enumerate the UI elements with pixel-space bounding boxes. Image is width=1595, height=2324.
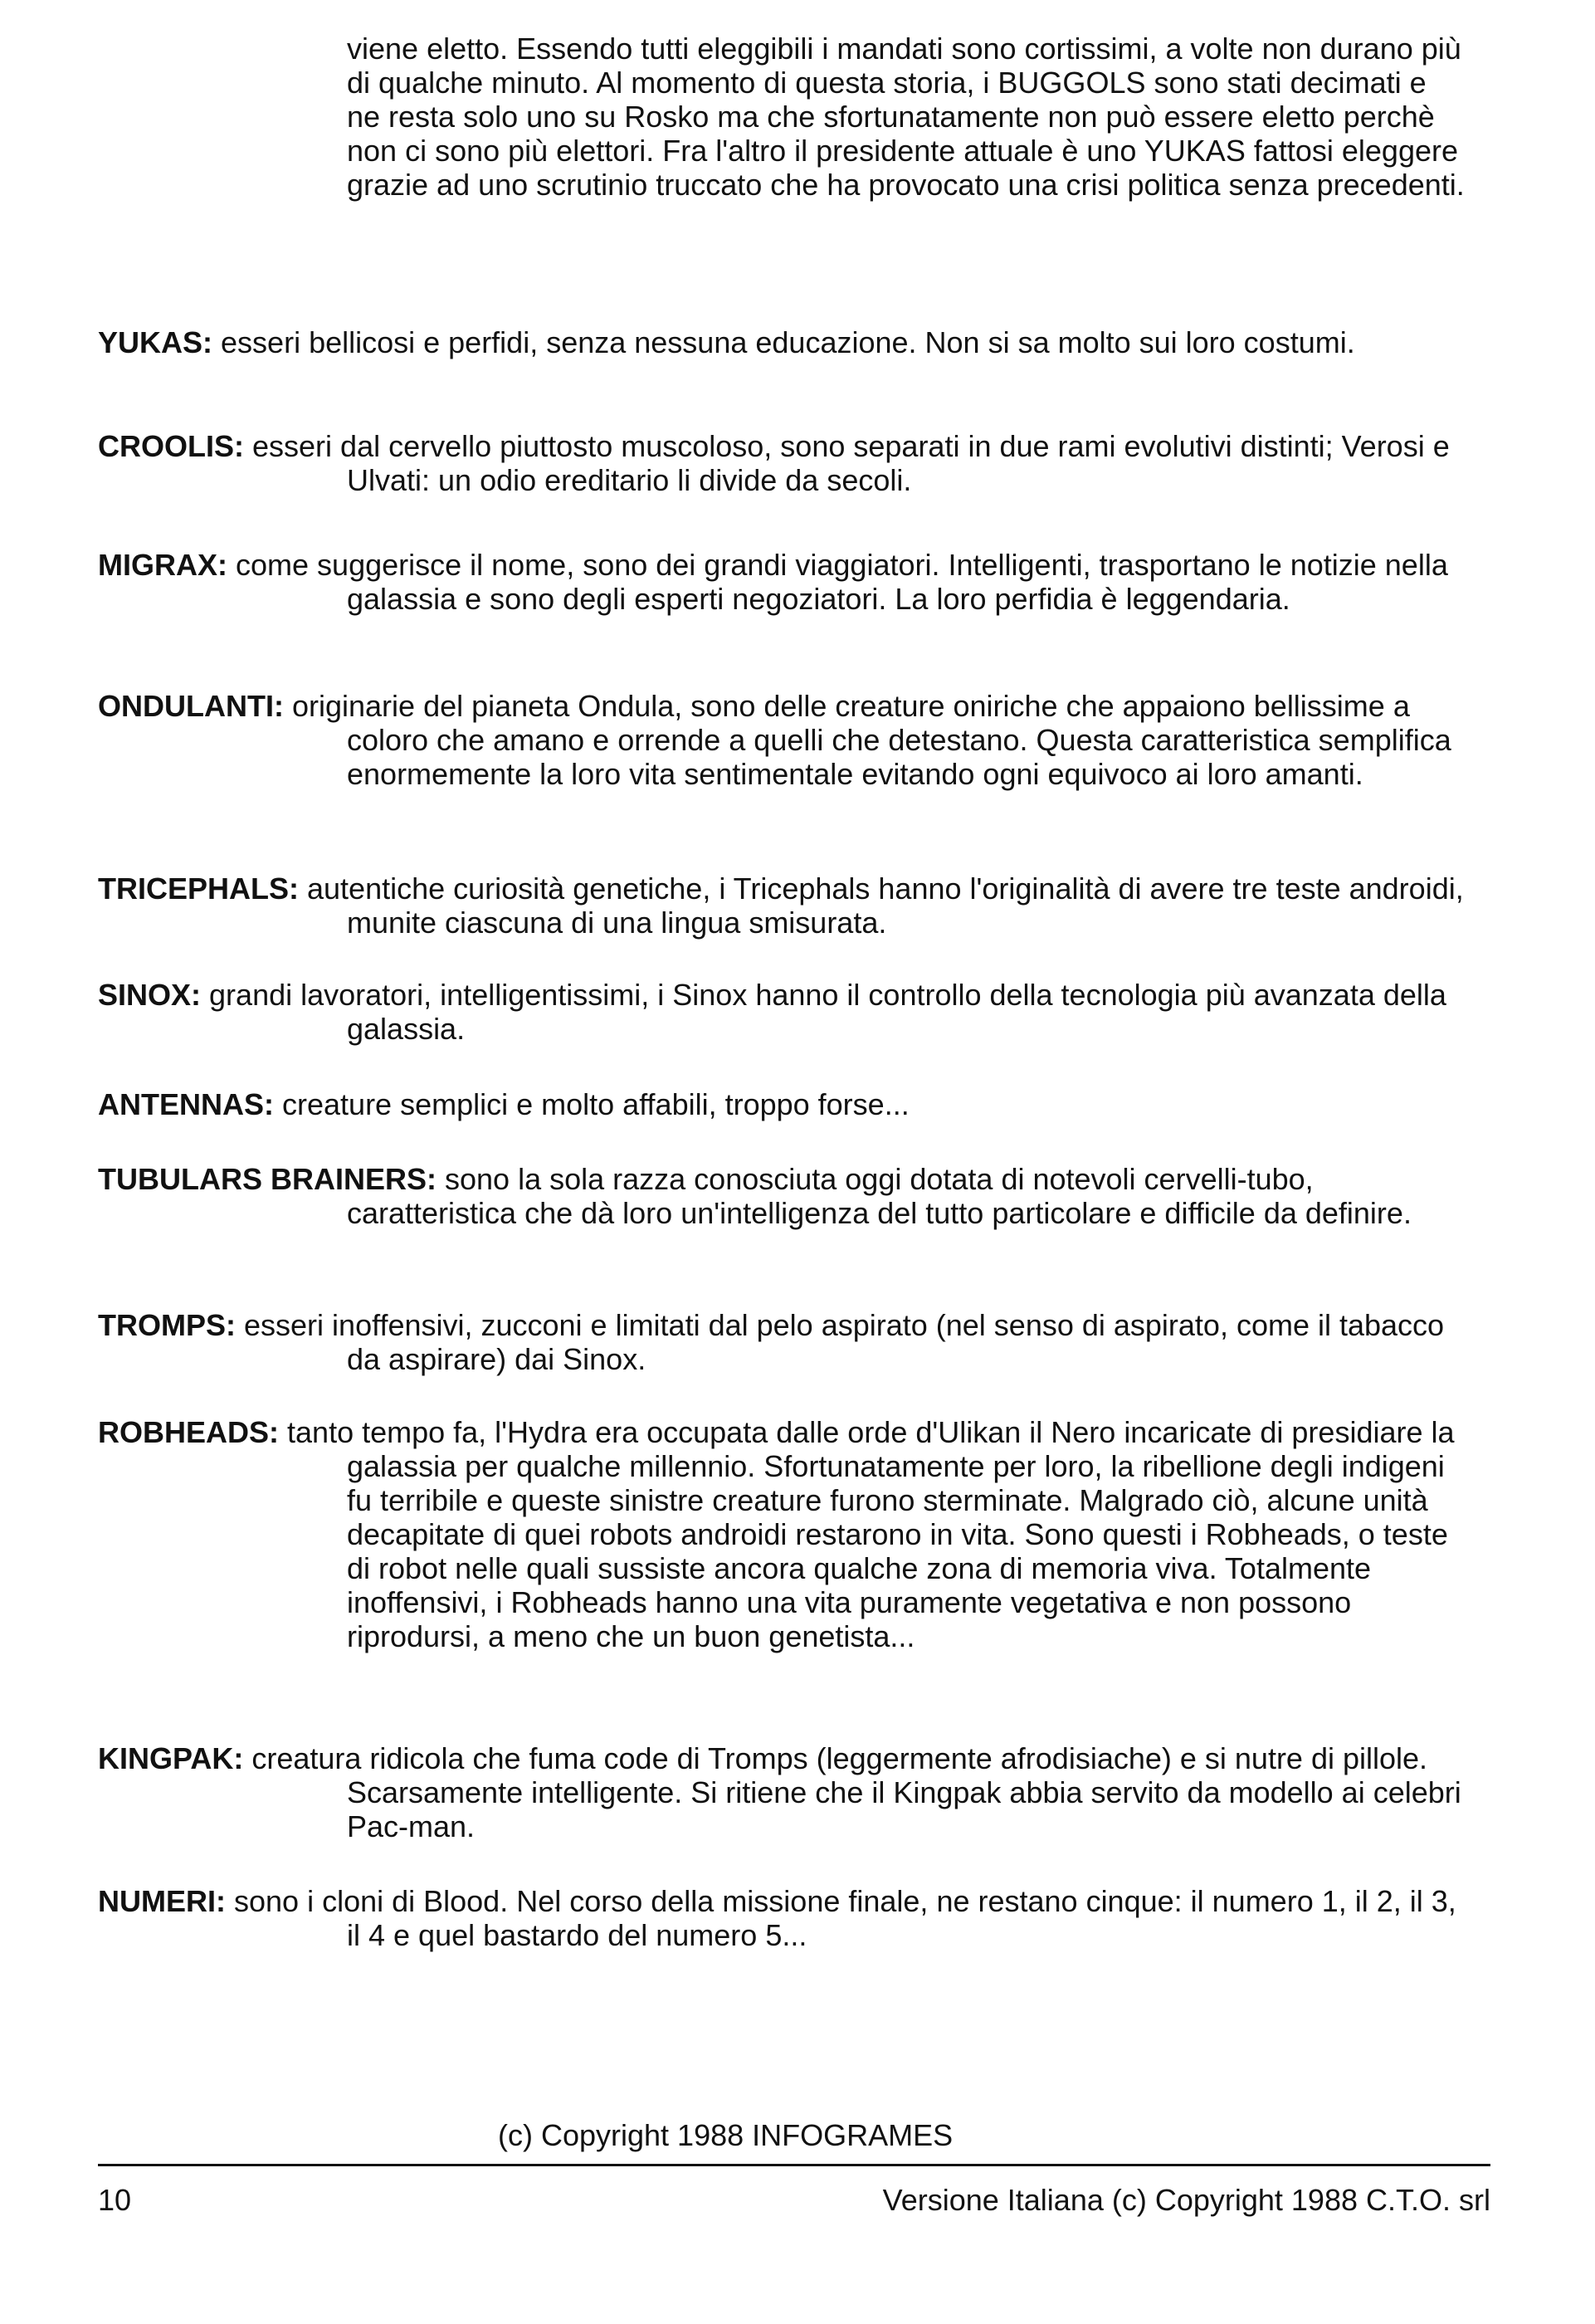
entry-text: creatura ridicola che fuma code di Tromps (leggermente afrodisiache) e si nutre di pillole. Scarsamente intelligente. Si ritiene che il Kingpak abbia servito da modello ai celebri Pac-man. — [251, 1741, 1461, 1843]
entry-term: TUBULARS BRAINERS: — [98, 1162, 437, 1196]
entry-term: YUKAS: — [98, 325, 213, 359]
glossary-entry-robheads — [98, 1415, 1475, 1653]
glossary-entry-sinox — [98, 978, 1475, 1046]
footer-copyright: (c) Copyright 1988 INFOGRAMES — [498, 2118, 954, 2152]
entry-text: come suggerisce il nome, sono dei grandi viaggiatori. Intelligenti, trasportano le notizie nella galassia e sono degli esperti negoziatori. La loro perfidia è leggendaria. — [236, 548, 1448, 616]
entry-text: originarie del pianeta Ondula, sono delle creature oniriche che appaiono bellissime a coloro che amano e orrende a quelli che detestano. Questa caratteristica semplifica enormemente la loro vita sentimentale evitando ogni equivoco ai loro amanti. — [291, 689, 1451, 791]
entry-text: creature semplici e molto affabili, troppo forse... — [282, 1087, 910, 1121]
entry-term: ANTENNAS: — [98, 1087, 274, 1121]
entry-term: KINGPAK: — [98, 1741, 244, 1775]
entry-text: sono la sola razza conosciuta oggi dotata di notevoli cervelli-tubo, caratteristica che dà loro un'intelligenza del tutto particolare e difficile da definire. — [347, 1162, 1412, 1230]
entry-text: esseri dal cervello piuttosto muscoloso, sono separati in due rami evolutivi distinti; Verosi e Ulvati: un odio ereditario li divide da secoli. — [252, 429, 1450, 497]
entry-term: TRICEPHALS: — [98, 872, 299, 906]
entry-term: NUMERI: — [98, 1884, 226, 1918]
entry-term: SINOX: — [98, 978, 202, 1012]
glossary-entry-ondulanti — [98, 689, 1475, 791]
glossary-entry-tricephals — [98, 872, 1475, 940]
glossary-entry-tromps — [98, 1308, 1475, 1376]
entry-term: MIGRAX: — [98, 548, 227, 582]
glossary-entry-croolis — [98, 429, 1475, 497]
footer-divider — [98, 2164, 1490, 2166]
intro-paragraph: viene eletto. Essendo tutti eleggibili i mandati sono cortissimi, a volte non durano più di qualche minuto. Al momento di questa storia, i BUGGOLS sono stati decimati e ne resta solo uno su Rosko ma che sfortunatamente non può essere eletto perchè non ci sono più elettori. Fra l'altro il presidente attuale è uno YUKAS fattosi eleggere grazie ad uno scrutinio truccato che ha provocato una crisi politica senza precedenti. — [347, 32, 1465, 202]
entry-text: esseri inoffensivi, zucconi e limitati dal pelo aspirato (nel senso di aspirato, come il tabacco da aspirare) dai Sinox. — [244, 1308, 1445, 1376]
entry-text: autentiche curiosità genetiche, i Tricephals hanno l'originalità di avere tre teste androidi, munite ciascuna di una lingua smisurata. — [307, 872, 1464, 940]
glossary-entry-antennas — [98, 1087, 1475, 1121]
footer-edition: Versione Italiana (c) Copyright 1988 C.T.O. srl — [882, 2183, 1490, 2217]
glossary-entry-migrax — [98, 548, 1475, 616]
glossary-entry-numeri — [98, 1884, 1475, 1952]
entry-term: ROBHEADS: — [98, 1415, 280, 1449]
entry-term: ONDULANTI: — [98, 689, 284, 723]
glossary-entry-kingpak — [98, 1741, 1475, 1843]
entry-text: grandi lavoratori, intelligentissimi, i Sinox hanno il controllo della tecnologia più avanzata della galassia. — [209, 978, 1446, 1046]
glossary-entry-tubulars-brainers — [98, 1162, 1475, 1230]
glossary-entry-yukas — [98, 325, 1475, 359]
entry-term: TROMPS: — [98, 1308, 236, 1342]
entry-text: esseri bellicosi e perfidi, senza nessuna educazione. Non si sa molto sui loro costumi. — [221, 325, 1355, 359]
entry-text: tanto tempo fa, l'Hydra era occupata dalle orde d'Ulikan il Nero incaricate di presidiare la galassia per qualche millennio. Sfortunatamente per loro, la ribellione degli indigeni fu terribile e queste sinistre creature furono sterminate. Malgrado ciò, alcune unità decapitate di quei robots androidi restarono in vita. Sono questi i Robheads, o teste di robot nelle quali sussiste ancora qualche zona di memoria viva. Totalmente inoffensivi, i Robheads hanno una vita puramente vegetativa e non possono riprodursi, a meno che un buon genetista... — [287, 1415, 1455, 1653]
entry-text: sono i cloni di Blood. Nel corso della missione finale, ne restano cinque: il numero 1, il 2, il 3, il 4 e quel bastardo del numero 5... — [234, 1884, 1456, 1952]
entry-term: CROOLIS: — [98, 429, 244, 463]
page-number: 10 — [98, 2183, 132, 2217]
